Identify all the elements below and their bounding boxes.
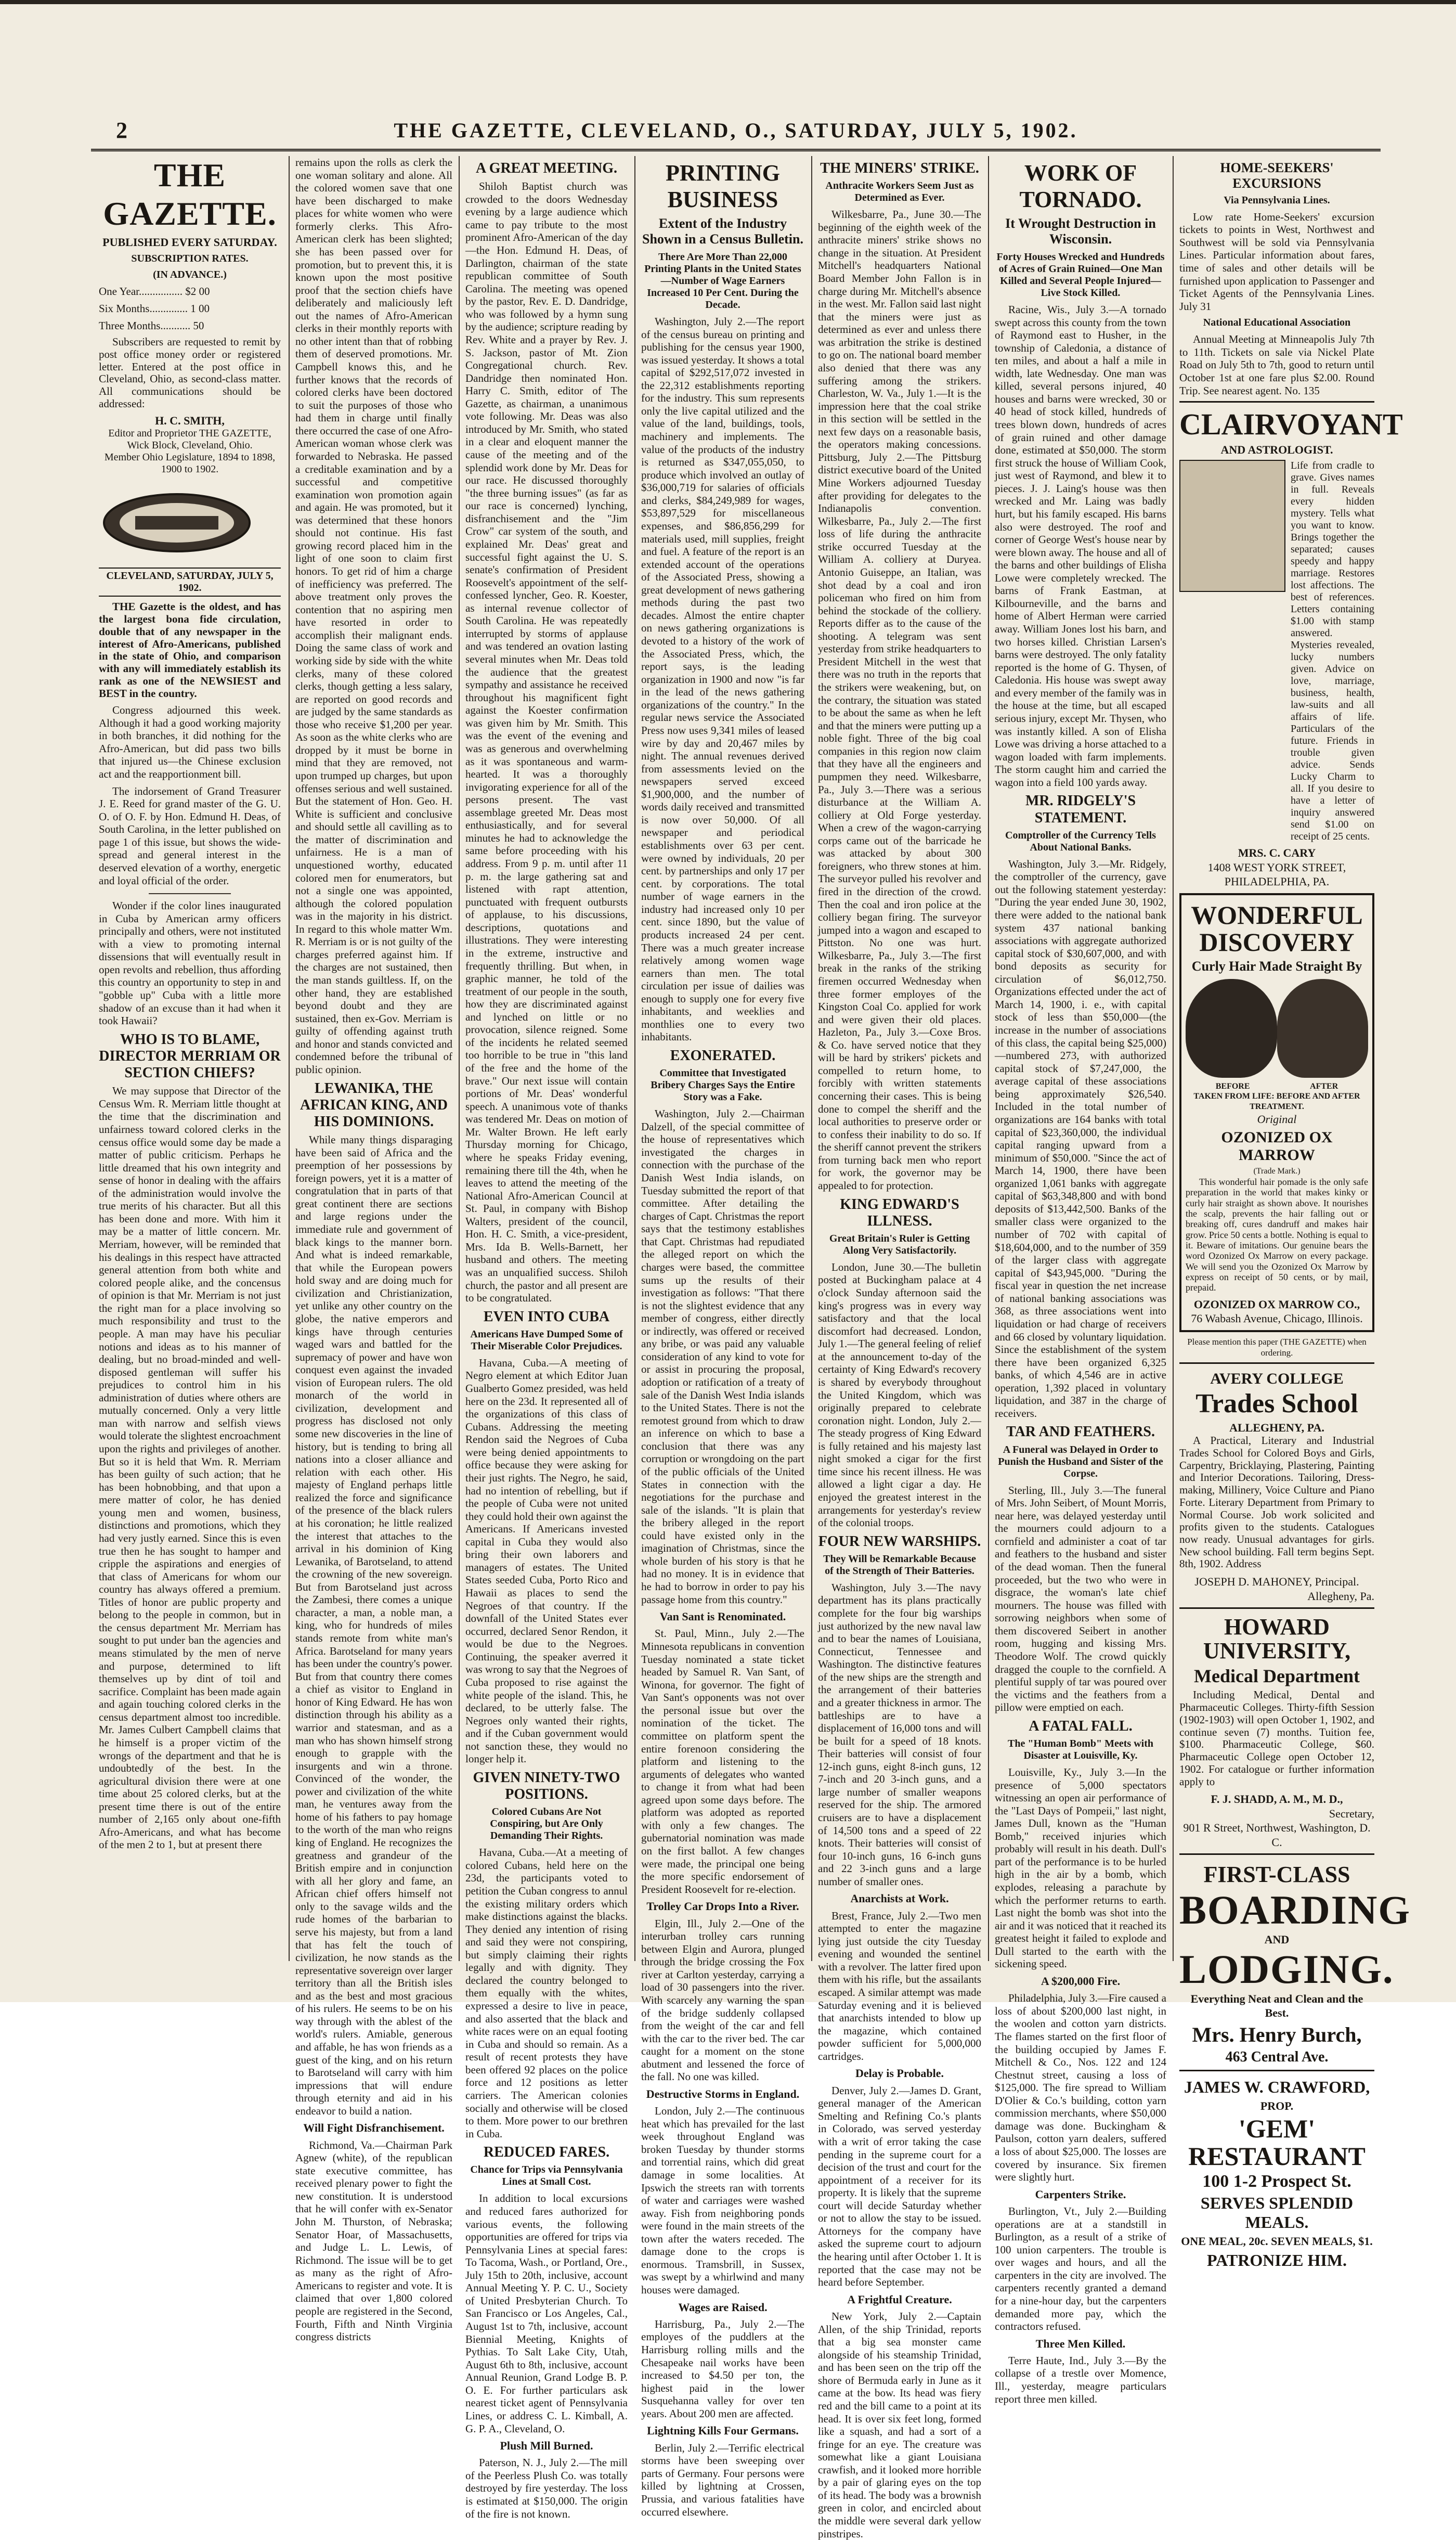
- ad-text: A Practical, Literary and Industrial Trades School for Colored Boys and Girls, Carpentry, Bricklaying, Plastering, Painting and Interior Decorations. Tailoring, Dress-making, Millinery, Voice Culture and Piano Forte. Literary Department from Primary to Normal Course. Job work solicited and profits given to the students. Catalogues now ready. Unusual advantages for girls. New school building. Fall term begins Sept. 8th, 1902. Address: [1179, 1434, 1374, 1570]
- hair-product-ad: [1179, 893, 1374, 1332]
- headline: FOUR NEW WARSHIPS.: [818, 1533, 981, 1550]
- subheadline: Three Men Killed.: [1035, 2337, 1126, 2350]
- before-caption: BEFORE: [1215, 1082, 1250, 1091]
- subheadline: Trolley Car Drops Into a River.: [646, 1900, 799, 1913]
- article-text: London, June 30.—The bulletin posted at Buckingham palace at 4 o'clock Sunday afternoon said the king's progress was in every way satisfactory and that the local discomfort had decreased. London, July 1.—The general feeling of relief at the announcement to-day of the certainty of King Edward's recovery is shared by everybody throughout the United Kingdom, which was originally prepared to celebrate coronation night. London, July 2.—The steady progress of King Edward is fully retained and his majesty last night smoked a cigar for the first time since his recent illness. He was allowed a light cigar a day. He enjoyed the greatest interest in the arrangements for yesterday's review of the colonial troops.: [818, 1260, 981, 1529]
- article-text: Philadelphia, July 3.—Fire caused a loss of about $200,000 last night, in the woolen and cotton yarn districts. The flames started on the first floor of the building occupied by James F. Mitchell & Co., Nos. 122 and 124 Chestnut street, causing a loss of $125,000. The fire spread to William D'Olier & Co.'s building, cotton yarn commission merchants, where $50,000 damage was done. Buckingham & Paulson, cotton yarn dealers, suffered a loss of about $25,000. The losses are covered by insurance. Six firemen were slightly hurt.: [995, 1992, 1166, 2184]
- column-1: [99, 156, 281, 1961]
- editorial-paragraph: The indorsement of Grand Treasurer J. E. Reed for grand master of the G. U. O. of O. F. by Hon. Edmund H. Deas, of South Carolina, in the letter published on page 1 of this issue, but shows the wide-spread and general interest in the deserved elevation of a worthy, energetic and loyal official of the order.: [99, 784, 281, 887]
- ad-name: JAMES W. CRAWFORD,: [1184, 2077, 1370, 2096]
- subheadline: Carpenters Strike.: [1035, 2187, 1126, 2201]
- ad-name: JOSEPH D. MAHONEY, Principal.: [1194, 1575, 1359, 1589]
- ad-address: 76 Wabash Avenue, Chicago, Illinois.: [1191, 1312, 1363, 1325]
- subheadline: The "Human Bomb" Meets with Disaster at Louisville, Ky.: [1008, 1737, 1153, 1761]
- ad-title: WONDERFUL DISCOVERY: [1191, 900, 1363, 957]
- ad-role: Secretary,: [1329, 1807, 1374, 1820]
- avery-college-ad: [1179, 1362, 1374, 1603]
- headline: WHO IS TO BLAME, DIRECTOR MERRIAM OR SECTION CHIEFS?: [99, 1031, 281, 1081]
- before-portrait: [1186, 979, 1277, 1078]
- ad-heading: AVERY COLLEGE: [1210, 1370, 1344, 1388]
- subheadline: They Will be Remarkable Because of the Strength of Their Batteries.: [823, 1553, 976, 1577]
- clairvoyant-ad: [1179, 401, 1403, 889]
- ad-address: 1408 WEST YORK STREET, PHILADELPHIA, PA.: [1207, 860, 1346, 888]
- ad-subtitle: Medical Department: [1194, 1666, 1360, 1687]
- advance-note: (IN ADVANCE.): [153, 269, 227, 281]
- headline: A GREAT MEETING.: [475, 160, 617, 176]
- column-rule: [1173, 156, 1174, 1961]
- subheadline: Via Pennsylvania Lines.: [1224, 194, 1330, 206]
- ad-prices: ONE MEAL, 20c. SEVEN MEALS, $1.: [1181, 2235, 1373, 2248]
- ad-tagline: SERVES SPLENDID MEALS.: [1200, 2194, 1354, 2232]
- rate-line: One Year................ $2 00: [99, 285, 210, 298]
- headline: REDUCED FARES.: [483, 2144, 610, 2161]
- subheadline: A $200,000 Fire.: [1041, 1974, 1121, 1988]
- headline: EXONERATED.: [670, 1048, 776, 1064]
- article-text: Louisville, Ky., July 3.—In the presence of 5,000 spectators witnessing an open air performance of the "Last Days of Pompeii," last night, James Dull, known as the "Human Bomb," received injuries which probably will result in his death. Dull's part of the performance is to be hurled high in the air by a bomb, which explodes, releasing a parachute by which the performer returns to earth. Last night the bomb was shot into the air and it was noticed that it reached its greatest height it failed to explode and Dull started to the earth with the sickening speed.: [995, 1765, 1166, 1970]
- ad-text: Life from cradle to grave. Gives names in full. Reveals every hidden mystery. Tells what you want to know. Brings together the separated; causes speedy and happy marriage. Restores lost affections. The best of references. Letters containing $1.00 with stamp answered. Mysteries revealed, lucky numbers given. Advice on love, marriage, business, health, law-suits and all affairs of life. Particulars of the future. Friends in trouble given advice. Sends Lucky Charm to all. If you desire to have a letter of inquiry answered send $1.00 on receipt of 25 cents.: [1291, 460, 1374, 843]
- gem-restaurant-ad: [1179, 2070, 1374, 2270]
- subheadline: Committee that Investigated Bribery Charges Says the Entire Story was a Fake.: [651, 1067, 795, 1103]
- article-text: Terre Haute, Ind., July 3.—By the collapse of a trestle over Momence, Ill., yesterday, meagre particulars report three men killed.: [995, 2354, 1166, 2405]
- published-line: PUBLISHED EVERY SATURDAY.: [102, 236, 277, 249]
- subheadline: Delay is Probable.: [855, 2067, 944, 2080]
- column-2: [295, 156, 453, 2343]
- editor-title: Editor and Proprietor THE GAZETTE,: [108, 428, 271, 440]
- ad-name: F. J. SHADD, A. M., M. D.,: [1211, 1793, 1343, 1806]
- ad-text: This wonderful hair pomade is the only safe preparation in the world that makes kinky or curly hair straight as shown above. It nourishes the scalp, prevents the hair falling out or breaking off, cures dandruff and makes hair grow. Price 50 cents a bottle. Nothing is equal to it. Beware of imitations. Our genuine bears the word Ozonized Ox Marrow on every package. We will send you the Ozonized Ox Marrow by express on receipt of 50 cents, or by mail, prepaid.: [1186, 1176, 1368, 1293]
- ad-city: Allegheny, Pa.: [1307, 1589, 1374, 1603]
- subheadline: A Funeral was Delayed in Order to Punish the Husband and Sister of the Corpse.: [998, 1443, 1163, 1479]
- subheadline: Great Britain's Ruler is Getting Along Very Satisfactorily.: [829, 1232, 970, 1256]
- headline: EVEN INTO CUBA: [483, 1308, 610, 1325]
- ad-address: 463 Central Ave.: [1225, 2048, 1329, 2065]
- subheadline: Colored Cubans Are Not Conspiring, but Are Only Demanding Their Rights.: [490, 1806, 603, 1842]
- ad-note: Please mention this paper (THE GAZETTE) when ordering.: [1187, 1336, 1367, 1358]
- article-text: Washington, July 2.—The report of the census bureau on printing and publishing for the census year 1900, was issued yesterday. It shows a total capital of $292,517,072 invested in the 22,312 establishments reporting for the industry. This sum represents only the live capital utilized and the value of the land, buildings, tools, machinery and implements. The value of the products of the industry is returned as $347,055,050, to produce which involved an outlay of $36,000,719 for salaries of officials and clerks, $84,249,989 for wages, $53,897,529 for miscellaneous expenses, and $86,856,299 for materials used, mill supplies, freight and fuel. A feature of the report is an extended account of the operations of the Associated Press, showing a great development of news gathering methods during the past two decades. Almost the entire chapter on news gathering organizations is devoted to a history of the work of the Associated Press, which, the report says, is the leading organization in 1900 and now "is far in the lead of the news gathering organizations of the country." In the regular news service the Associated Press now uses 9,341 miles of leased wire by day and 20,467 miles by night. The annual revenues derived from assessments levied on the newspapers served exceed $1,900,000, and the number of words daily received and transmitted is now over 50,000. Of all newspaper and periodical establishments over 63 per cent. were owned by individuals, 20 per cent. by partnerships and only 17 per cent. by corporations. The total number of wage earners in the industry had increased only 10 per cent. since 1890, but the value of products increased 24 per cent. There was a much greater increase relatively among women wage earners than men. The total circulation per issue of dailies was enough to supply one for every five inhabitants, and weeklies and monthlies one to every two inhabitants.: [641, 315, 804, 1043]
- headline: THE MINERS' STRIKE.: [820, 160, 979, 176]
- subheadline: Forty Houses Wrecked and Hundreds of Acres of Grain Ruined—One Man Killed and Several People Injured—Live Stock Killed.: [996, 251, 1165, 299]
- ad-body: [1179, 460, 1374, 843]
- ad-heading: FIRST-CLASS: [1203, 1862, 1350, 1888]
- subheadline: Van Sant is Renominated.: [659, 1610, 786, 1623]
- article-text: Shiloh Baptist church was crowded to the doors Wednesday evening by a large audience which came to pay tribute to the most prominent Afro-American of the day—the Hon. Edmund H. Deas, of Darlington, chairman of the state republican committee of South Carolina. The meeting was opened by the pastor, Rev. E. D. Dandridge, who was followed by a hymn sung by the audience; scripture reading by Rev. White and a prayer by Rev. J. S. Jackson, pastor of Mt. Zion Congregational church. Rev. Dandridge then nominated Hon. Harry C. Smith, editor of The Gazette, as chairman, a unanimous vote following. Mr. Deas was also introduced by Mr. Smith, who stated in a clear and eloquent manner the cause of the meeting and of the splendid work done by Mr. Deas for our race. He discussed thoroughly "the three burning issues" (as far as our race is concerned) lynching, disfranchisement and the "Jim Crow" car system of the south, and explained Mr. Deas' great and successful fight against the U. S. senate's confirmation of President Roosevelt's appointment of the self-confessed lyncher, Geo. R. Koester, as internal revenue collector of South Carolina. He was repeatedly interrupted by storms of applause and was tendered an ovation lasting several minutes when Mr. Deas told the audience that the greatest sympathy and assistance he received throughout his magnificent fight against the Koester confirmation was given him by Mr. Smith. This was the event of the evening and was as generous and overwhelming as it was spontaneous and warm-hearted. It was a thoroughly invigorating experience for all of the persons present. The vast assemblage greeted Mr. Deas most enthusiastically, and for several minutes he had to acknowledge the same before proceeding with his address. From 9 p. m. until after 11 p. m. the large gathering sat and listened with rapt attention, punctuated with frequent outbursts of applause, to his discussions, descriptions, quotations and illustrations. They were interesting in the extreme, instructive and frequently thrilling. But when, in graphic manner, he told of the treatment of our people in the south, how they are discriminated against and lynched on little or no provocation, silence reigned. Some of the incidents he related seemed too horrible to be true in "this land of the free and the home of the brave." Our next issue will contain portions of Mr. Deas' wonderful speech. A unanimous vote of thanks was tendered Mr. Deas on motion of Mr. Walter Brown. He left early Thursday morning for Chicago, where he speaks Friday evening, remaining there till the 4th, when he leaves to attend the meeting of the National Afro-American Council at St. Paul, in company with Bishop Walters, president of the council, Hon. H. C. Smith, a vice-president, Mrs. Ida B. Wells-Barnett, her husband and others. The meeting was an unqualified success. Shiloh church, the pastor and all present are to be congratulated.: [465, 180, 628, 1305]
- column-6: [995, 156, 1166, 2405]
- after-caption: AFTER: [1310, 1082, 1338, 1091]
- column-rule: [811, 156, 812, 1961]
- article-text: Washington, July 3.—Mr. Ridgely, the comptroller of the currency, gave out the following statement yesterday: "During the year ended June 30, 1902, there were added to the national bank system 437 national banking associations with aggregate authorized capital stock of $30,607,000, and with bond deposits as security for circulation of $6,012,750. Organizations effected under the act of March 14, 1900, i. e., with capital stock of less than $50,000—(the increase in the number of associations of this class, the capital being $25,000)—numbered 273, with authorized capital stock of $7,247,000, the average capital of these associations being approximately $26,540. Included in the total number of organizations are 164 banks with total capital of $23,360,000, the individual capital ranging upward from a minimum of $50,000. "Since the act of March 14, 1900, there have been organized 1,061 banks with aggregate capital of $63,348,800 and with bond deposits of $13,442,500. Banks of the smaller class were organized to the number of 702 with capital of $18,604,000, and to the number of 359 of the larger class with aggregate capital of $43,945,000. "During the fiscal year in question the net increase of national banking associations was 368, as three associations went into liquidation or had charge of receivers and 66 closed by voluntary liquidation. Since the establishment of the system there have been organized 6,325 banks, of which 4,546 are in active operation, 1,392 placed in voluntary liquidation, and 387 in the charge of receivers.: [995, 857, 1166, 1420]
- ad-tagline: PATRONIZE HIM.: [1206, 2250, 1347, 2270]
- subscription-heading: SUBSCRIPTION RATES.: [131, 253, 249, 265]
- ad-name: Mrs. Henry Burch,: [1192, 2022, 1362, 2046]
- article-text: Washington, July 2.—Chairman Dalzell, of the special committee of the house of representatives which investigated the charges in connection with the purchase of the Danish West India islands, on Tuesday submitted the report of that committee. After detailing the charges of Capt. Christmas the report says that the testimony establishes that Capt. Christmas had repudiated the alleged report on which the charges were based, the committee sums up the results of their investigation as follows: "That there is not the slightest evidence that any member of congress, either directly or indirectly, was offered or received any bribe, or was paid any valuable consideration of any kind to vote for or assist in procuring the proposal, adoption or ratification of a treaty of sale of the Danish West India islands to the United States. There is not the remotest ground from which to draw an inference on which to base a conclusion that there was any corruption or wrongdoing on the part of the public officials of the United States in connection with the negotiations for the purchase and sale of the islands. "It is plain that the bribery alleged in the report could have existed only in the imagination of Christmas, since the whole burden of his story is that he had no money. It is in evidence that he had to borrow in order to pay his passage home from this country.": [641, 1107, 804, 1606]
- column-rule: [289, 156, 290, 1961]
- article-text: In addition to local excursions and reduced fares authorized for various events, the following opportunities are offered for trips via Pennsylvania Lines at special fares: To Tacoma, Wash., or Portland, Ore., July 15th to 20th, inclusive, account Annual Meeting Y. P. C. U., Society of United Presbyterian Church. To San Francisco or Los Angeles, Cal., August 1st to 7th, inclusive, account Biennial Meeting, Knights of Pythias. To Salt Lake City, Utah, August 6th to 8th, inclusive, account Annual Reunion, Grand Lodge B. P. O. E. For further particulars ask nearest ticket agent of Pennsylvania Lines, or address C. L. Kimball, A. G. P. A., Cleveland, O.: [465, 2192, 628, 2435]
- subheadline: There Are More Than 22,000 Printing Plants in the United States—Number of Wage Earners Increased 10 Per Cent. During the Decade.: [644, 251, 801, 311]
- headline: HOME-SEEKERS' EXCURSIONS: [1220, 160, 1334, 191]
- rate-line: Six Months.............. 1 00: [99, 302, 210, 315]
- article-text: Denver, July 2.—James D. Grant, general manager of the American Smelting and Refining Co.'s plants in Colorado, was served yesterday with a writ of error taking the case pending in the supreme court for a decision of the trust and court for the appointment of a receiver for its property. It is likely that the supreme court will decide Saturday whether or not to allow the stay to be issued. Attorneys for the company have asked the supreme court to adjourn the hearing until after October 1. It is reported that the case may not be heard before September.: [818, 2084, 981, 2289]
- howard-university-ad: [1179, 1607, 1374, 1849]
- header-rule: [91, 149, 1381, 151]
- ad-title: BOARDING: [1179, 1887, 1411, 1933]
- before-after-illustration: [1186, 979, 1368, 1078]
- headline: TAR AND FEATHERS.: [1006, 1424, 1155, 1440]
- subheadline: Will Fight Disfranchisement.: [303, 2121, 445, 2135]
- column-rule: [634, 156, 635, 1961]
- circulation-claim: THE Gazette is the oldest, and has the largest bona fide circulation, double that of any newspaper in the interest of Afro-Americans, published in the state of Ohio, and comparison with any will immediately establish its rank as one of the NEWSIEST and BEST in the country.: [99, 600, 281, 700]
- column-5: [818, 156, 981, 2540]
- editorial-paragraph: Congress adjourned this week. Although it had a good working majority in both branches, it did nothing for the Afro-American, but did pass two bills that injured us—the Chinese exclusion act and the reapportionment bill.: [99, 704, 281, 781]
- top-edge-strip: [0, 0, 1456, 4]
- subscription-notice: Subscribers are requested to remit by post office money order or registered letter. Entered at the post office in Cleveland, Ohio, as second-class matter. All communications should be addressed:: [99, 336, 281, 410]
- subheadline: Extent of the Industry Shown in a Census Bulletin.: [642, 216, 803, 247]
- page-title: THE GAZETTE, CLEVELAND, O., SATURDAY, JULY 5, 1902.: [394, 119, 1078, 142]
- article-text: remains upon the rolls as clerk the one woman solitary and alone. All the colored women save that one have been discharged to make places for white women who were formerly clerks. This Afro-American clerk has been slighted; she has been passed over for promotion, but to prevent this, it is known upon the most positive proof that the section chiefs have deliberately and maliciously left out the names of Afro-American clerks in their monthly reports with no other intent than that of robbing them of deserved promotions. Mr. Campbell knows this, and he further knows that the records of colored clerks have been doctored to suit the purposes of those who had them in charge until finally there occurred the case of one Afro-American woman whose clerk was forwarded to Nebraska. He passed a creditable examination and by a successful and competitive examination won promotion again and again. He was promoted, but it was determined that these honors should not continue. His fast growing record placed him in the light of one soon to claim first honors. To get rid of him a charge of inefficiency was preferred. The above treatment only proves the contention that no aspiring men have resorted in order to accomplish their malignant ends. Doing the same class of work and working side by side with the white clerks, many of these colored clerks, though getting a less salary, are reported on good records and are judged by the same standards as those who receive $1,200 per year. As soon as the white clerks who are dropped by it must be borne in mind that they are removed, not upon trumped up charges, but upon offenses serious and well sustained. But the statement of Hon. Geo. H. White is sufficient and conclusive and should settle all cavilling as to the matter of discrimination and unfairness. He is a man of unquestioned worthy, educated colored men for enumerators, but not a single one was appointed, although the colored population was in the majority in his district. In regard to this whole matter Wm. R. Merriam is or is not guilty of the charges preferred against him. If the charges are not sustained, then the man stands guiltless. If, on the other hand, they are established beyond doubt and they are sustained, then ex-Gov. Merriam is guilty of offending against truth and honor and stands convicted and condemned before the tribunal of public opinion.: [295, 156, 453, 1076]
- article-text: While many things disparaging have been said of Africa and the preemption of her possessions by foreign powers, yet it is a matter of congratulation that in parts of that great continent there are sections and large regions under the immediate rule and government of black kings to the manner born. And what is indeed remarkable, that while the European powers hold sway and are doing much for civilization and Christianization, yet unlike any other country on the globe, the native emperors and kings have through centuries waged wars and battled for the supremacy of power and have won conquest even against the invaded vision of European rulers. The old monarch of the world in civilization, development and progress has disclosed not only some new discoveries in the line of history, but is tending to bring all nations into a closer alliance and relation with each other. His majesty of England perhaps little realized the force and significance of the presence of the black rulers at his coronation; he little realized the interest that attaches to the arrival in his dominion of King Lewanika, of Barotseland, to attend the crowning of the new sovereign. But from Barotseland just across the Zambesi, there comes a unique character, a man, a noble man, a king, who for hundreds of miles stands remote from white man's Africa. Barotseland for many years has been under the country's power. But from that country there comes a chief as visitor to England in honor of King Edward. He has won distinction through his ability as a warrior and statesman, and as a man who has shown himself strong enough to grapple with the insurgents and win a throne. Convinced of the wonder, the power and civilization of the white man, he ventures away from the home of his fathers to pay homage to the worth of the man who reigns king of England. He recognizes the greatness and grandeur of the British empire and in conjunction with all her glory and fame, an African chief offers himself not only to the savage wilds and the rude homes of the barbarian to serve his majesty, but from a land that has felt the touch of civilization, he now stands as the representative sovereign over larger territory than all the British isles and as the best and most gracious of his rulers. He seems to be on his way through with the ablest of the world's rulers. Amiable, generous and affable, he has won friends as a guest of the king, and on his return to Barotseland will carry with him impressions that will endure through eternity and aid in his endeavor to build a nation.: [295, 1133, 452, 2117]
- divider: [149, 893, 231, 894]
- article-text: Racine, Wis., July 3.—A tornado swept across this county from the town of Raymond east to Husher, in the township of Caledonia, a distance of ten miles, and about a half a mile in width, late Wednesday. One man was killed, several persons injured, 40 houses and barns were wrecked, 30 or 40 head of stock killed, hundreds of trees blown down, hundreds of acres of grain ruined and other damage done, estimated at $50,000. The storm first struck the house of William Cook, just west of Raymond, and blew it to pieces. J. J. Laing's house was then wrecked and Mr. Laing was badly hurt, but his family escaped. His barns also were destroyed. The roof and corner of George West's house near by were blown away. The house and all of the barns and other buildings of Elisha Lowe were completely wrecked. The barns of Frank Eastman, at Kilbourneville, and the barns and home of Albert Herman were carried away. William Jones lost his barn, and two horses killed. Christian Larsen's barns were destroyed. The only fatality reported is the home of G. Thysen, of Caledonia. His house was swept away and every member of the family was in the house at the time, but all escaped serious injury, except Mr. Thysen, who was instantly killed. A son of Elisha Lowe was driving a horse attached to a wagon loaded with farm implements. The storm caught him and carried the wagon into a field 100 yards away.: [995, 303, 1166, 789]
- ad-subtitle: AND ASTROLOGIST.: [1220, 443, 1333, 456]
- subheadline: Americans Have Dumped Some of Their Miserable Color Prejudices.: [470, 1328, 623, 1352]
- column-3: [465, 156, 628, 2520]
- headline: A FATAL FALL.: [1029, 1718, 1133, 1734]
- headline: GIVEN NINETY-TWO POSITIONS.: [473, 1769, 620, 1803]
- subheadline: Chance for Trips via Pennsylvania Lines at Small Cost.: [470, 2164, 623, 2188]
- subheadline: It Wrought Destruction in Wisconsin.: [1005, 216, 1156, 247]
- subheadline: Comptroller of the Currency Tells About National Banks.: [1005, 829, 1156, 853]
- article-text: Havana, Cuba.—A meeting of Negro element at which Editor Juan Gualberto Gomez presided, was held here on the 23d. It represented all of the organizations of this class of Cubans. Addressing the meeting Rendon said the Negroes of Cuba were being denied appointments to office because they were asking for their just rights. The Negro, he said, had no intention of rebelling, but if the people of Cuba were not united they could hold their own against the Americans. If Americans invested capital in Cuba they would also bring their own laborers and managers of estates. The United States seeded Cuba, Porto Rico and Hawaii as places to send the Negroes of that country. If the downfall of the United States ever occurred, declared Senor Rendon, it would be due to the Negroes. Continuing, the speaker averred it was wrong to say that the Negroes of Cuba proposed to rise against the white people of the island. This, he declared, to be utterly false. The Negroes only wanted their rights, and if the Cuban government would not sanction these, they would no longer help it.: [465, 1356, 628, 1765]
- article-text: Burlington, Vt., July 2.—Building operations are at a standstill in Burlington, as a result of a strike of 100 union carpenters. The trouble is over wages and hours, and all the carpenters in the city are involved. The carpenters recently granted a demand for a nine-hour day, but the carpenters demanded more pay, which the contractors refused.: [995, 2205, 1166, 2333]
- ad-title: CLAIRVOYANT: [1179, 407, 1403, 442]
- ad-title: 'GEM' RESTAURANT: [1188, 2114, 1366, 2171]
- article-text: We may suppose that Director of the Census Wm. R. Merriam little thought at the time that the discrimination and unfairness toward colored clerks in the census office would some day be made a matter of public criticism. Perhaps he little dreamed that his own integrity and sense of honor in dealing with the affairs of the administration would involve the true merits of his character. But all this has been done and more. With him it may be a matter of little concern. Mr. Merriam, however, will be reminded that his dealings in this respect have attracted general attention from both white and colored people alike, and the concensus of opinion is that Mr. Merriam is not just the right man for a place involving so much responsibility and trust to the people. A man may have his peculiar notions and ideas as to his manner of dealing, but no broad-minded and well-disposed gentleman will suffer his prejudices to control him in his administration of duties where others are mutually concerned. Only a very little man with narrow and selfish views would tolerate the slightest encroachment upon the rights and privileges of another. But so it is held that Wm. R. Merriam has been guilty of such action; that he has been hobnobbing, and that upon a mere matter of color, he has denied young men and women, business, distinctions and promotions, which they had very justly earned. Since this is even true then he has sought to hamper and cripple the aspirations and energies of that class of Americans for whom our country has always offered a premium. Titles of honor are public property and belong to the people in common, but in the census department Mr. Merriam has sought to put under ban the agencies and means stimulated by the men of nerve and purpose, determined to lift themselves up by dint of toil and sacrifice. Complaint has been made again and again touching colored clerks in the census department almost too incredible. Mr. James Culbert Campbell claims that he himself is a proper victim of the wrongs of the department and that he is undoubtedly of the best. In the agricultural division there were at one time about 25 colored clerks, but at the present time there is out of the entire number of 2,165 only about one-fifth Afro-Americans, and what has become of the men 2 to 1, but at present there: [99, 1085, 281, 1851]
- notice-text: Low rate Home-Seekers' excursion tickets to points in West, Northwest and Southwest will be sold via Pennsylvania Lines. Particular information about fares, time of sales and other details will be furnished upon application to Passenger and Ticket Agents of the Pennsylvania Lines. July 31: [1179, 210, 1374, 313]
- ad-title: HOWARD UNIVERSITY,: [1203, 1614, 1351, 1664]
- column-rule: [459, 156, 460, 1961]
- article-text: Washington, July 3.—The navy department has its plans practically complete for the four big warships just authorized by the new naval law and to bear the names of Louisiana, Connecticut, Tennessee and Washington. The distinctive features of the new ships are the strength and the arrangement of their batteries and a greater thickness in armor. The battleships are to have a displacement of 16,000 tons and will be built for a speed of 18 knots. Their batteries will consist of four 12-inch guns, eight 8-inch guns, 12 7-inch and 20 3-inch guns, and a large number of smaller weapons reserved for the ship. The armored cruisers are to have a displacement of 14,500 tons and a speed of 22 knots. Their batteries will consist of four 10-inch guns, 16 6-inch guns and 22 3-inch guns and a large number of smaller ones.: [818, 1581, 981, 1888]
- subheadline: Plush Mill Burned.: [500, 2439, 593, 2453]
- article-text: Paterson, N. J., July 2.—The mill of the Peerless Plush Co. was totally destroyed by fire yesterday. The loss is estimated at $150,000. The origin of the fire is not known.: [465, 2456, 628, 2520]
- headline: PRINTING BUSINESS: [665, 160, 781, 212]
- article-text: Sterling, Ill., July 3.—The funeral of Mrs. John Seibert, of Mount Morris, near here, was delayed yesterday until the mourners could adjourn to a cornfield and administer a coat of tar and feathers to the husband and sister of the dead woman. Then the funeral proceeded, but the two who were in disgrace, the woman's late chief mourners. The house was filled with sorrowing neighbors when some of them discovered Seibert in another room, hugging and kissing Mrs. Theodore Wolf. The crowd quickly dragged the couple to the cornfield. A plentiful supply of tar was poured over the victims and the feathers from a pillow were emptied on each.: [995, 1484, 1166, 1714]
- headline: LEWANIKA, THE AFRICAN KING, AND HIS DOMINIONS.: [300, 1080, 448, 1130]
- headline: WORK OF TORNADO.: [1019, 160, 1142, 212]
- ad-name: MRS. C. CARY: [1238, 846, 1316, 860]
- ad-title: LODGING.: [1179, 1946, 1394, 1992]
- subheadline: Wages are Raised.: [678, 2300, 768, 2314]
- ad-address: 901 R Street, Northwest, Washington, D. C.: [1183, 1821, 1371, 1849]
- notice-text: Annual Meeting at Minneapolis July 7th to 11th. Tickets on sale via Nickel Plate Road on July 5th to 7th, good to return until October 1st at one fare plus $2.00. Round Trip. See nearest agent. No. 135: [1179, 333, 1374, 397]
- article-text: St. Paul, Minn., July 2.—The Minnesota republicans in convention Tuesday nominated a state ticket headed by Samuel R. Van Sant, of Winona, for governor. The fight of Van Sant's opponents was not over the personal issue but over the nomination of the ticket. The committee on platform spent the entire forenoon considering the platform and listening to the arguments of delegates who wanted to change it from what had been agreed upon some days before. The platform was adopted as reported with only a few changes. The gubernatorial nomination was made on the first ballot. A few changes were made, the principal one being the more specific endorsement of President Roosevelt for re-election.: [641, 1627, 804, 1896]
- column-4: [641, 156, 804, 2518]
- paper-name: THE GAZETTE.: [103, 157, 277, 232]
- clairvoyant-portrait: [1179, 460, 1285, 592]
- union-label-emblem: [99, 484, 255, 562]
- ad-caption: Original: [1257, 1113, 1297, 1126]
- trademark-note: (Trade Mark.): [1253, 1166, 1301, 1176]
- column-rule: [988, 156, 989, 1961]
- article-text: Wilkesbarre, Pa., June 30.—The beginning of the eighth week of the anthracite miners' strike shows no change in the situation. At President Mitchell's headquarters National Board Member John Fallon is in charge during Mr. Mitchell's absence in the west. Mr. Fallon said last night that the miners were just as determined as ever and unless there was arbitration the strike is destined to go on. The national board member also denied that there was any suffering among the strikers. Charleston, W. Va., July 1.—It is the impression here that the coal strike in this section will be settled in the next few days on a reasonable basis, the operators making concessions. Pittsburg, July 2.—The Pittsburg district executive board of the United Mine Workers adjourned Tuesday after providing for delegates to the Indianapolis convention. Wilkesbarre, Pa., July 2.—The first loss of life during the anthracite strike occurred Tuesday at the William A. colliery at Duryea. Antonio Guiseppe, an Italian, was shot dead by a coal and iron policeman who fired on him from behind the stockade of the colliery. Reports differ as to the cause of the shooting. A telegram was sent yesterday from strike headquarters to President Mitchell in the west that there was no truth in the reports that the strikers were weakening, but, on the contrary, the situation was stated to be about the same as when he left and that the miners were putting up a noble fight. Three of the big coal companies in this region now claim that they have all the engineers and pumpmen they need. Wilkesbarre, Pa., July 3.—There was a serious disturbance at the William A. colliery at Old Forge yesterday. When a crew of the wagon-carrying corps came out of the barricade he was attacked by about 300 foreigners, who threw stones at him. The surveyor pulled his revolver and fired in the direction of the crowd. Then the coal and iron police at the colliery began firing. The surveyor jumped into a wagon and escaped to Pittston. No one was hurt. Wilkesbarre, Pa., July 3.—The first break in the ranks of the striking firemen occurred Wednesday when three former employes of the Kingston Coal Co. applied for work and were given their old places. Hazleton, Pa., July 3.—Coxe Bros. & Co. have served notice that they will be hard by strikers' pickets and compelled to return home, to forcibly with written statements concerning their cases. This is being done to compel the sheriff and the local authorities to preserve order or to confess their inability to do so. If the sheriff cannot prevent the strikers from turning back men who report for work, the governor may be appealed to for protection.: [818, 208, 981, 1192]
- subheadline: Lightning Kills Four Germans.: [647, 2424, 799, 2438]
- ad-subtitle: Curly Hair Made Straight By: [1191, 958, 1362, 974]
- subheadline: Anarchists at Work.: [850, 1892, 949, 1905]
- editorial-paragraph: Wonder if the color lines inaugurated in Cuba by American army officers principally and others, were not instituted with a view to promoting internal dissensions that will eventually result in open revolts and rebellion, thus affording this country an opportunity to step in and "gobble up" Cuba with a little more shadow of an excuse than it had when it took Hawaii?: [99, 899, 281, 1027]
- article-text: Richmond, Va.—Chairman Park Agnew (white), of the republican state executive committee, has received plenary power to fight the new constitution. It is understood that he will confer with ex-Senator John M. Thurston, of Nebraska; Senator Hoar, of Massachusetts, and Judge L. L. Lewis, of Richmond. The issue will be to get as many as the right of Afro-Americans to register and vote. It is claimed that over 1,800 colored people are registered in the Second, Fourth, Fifth and Ninth Virginia congress districts: [295, 2138, 452, 2343]
- ad-company: OZONIZED OX MARROW CO.,: [1193, 1297, 1360, 1311]
- product-name: OZONIZED OX MARROW: [1221, 1128, 1333, 1164]
- office-address: Wick Block, Cleveland, Ohio.: [127, 440, 253, 452]
- subheadline: National Educational Association: [1203, 317, 1351, 329]
- page-number: 2: [116, 118, 127, 143]
- headline: MR. RIDGELY'S STATEMENT.: [1025, 793, 1136, 826]
- ad-subtitle: Everything Neat and Clean and the Best.: [1190, 1992, 1363, 2020]
- ad-place: ALLEGHENY, PA.: [1229, 1421, 1324, 1434]
- after-portrait: [1277, 979, 1369, 1078]
- ad-text: Including Medical, Dental and Pharmaceutic Colleges. Thirty-fifth Session (1902-1903) will open October 1, 1902, and continue seven (7) months. Tuition fee, $100. Pharmaceutic College, $60. Pharmaceutic College open October 12, 1902. For catalogue or further information apply to: [1179, 1688, 1374, 1788]
- article-text: London, July 2.—The continuous heat which has prevailed for the last week throughout England was broken Tuesday by thunder storms and torrential rains, which did great damage in some localities. At Ipswich the streets ran with torrents of water and carriages were washed away. Fish from neighboring ponds were found in the main streets of the town after the waters receded. The damage done to the crops is enormous. Tramsbrill, in Sussex, was swept by a whirlwind and many houses were damaged.: [641, 2105, 804, 2297]
- portrait-captions: [1186, 1082, 1368, 1091]
- dateline: CLEVELAND, SATURDAY, JULY 5, 1902.: [99, 568, 281, 597]
- subheadline: A Frightful Creature.: [847, 2292, 952, 2306]
- rate-line: Three Months........... 50: [99, 319, 204, 332]
- article-text: Berlin, July 2.—Terrific electrical storms have been sweeping over parts of Germany. Four persons were killed by lightning at Crossen, Prussia, and various fatalities have occurred elsewhere.: [641, 2441, 804, 2518]
- article-text: Brest, France, July 2.—Two men attempted to enter the magazine lying just outside the city Tuesday evening and wounded the sentinel with a revolver. The latter fired upon them with his rifle, but the assailants escaped. A similar attempt was made Saturday evening and it is believed that anarchists intended to blow up the magazine, which contained powder sufficient for 5,000,000 cartridges.: [818, 1909, 981, 2062]
- ad-title: Trades School: [1195, 1389, 1358, 1419]
- article-text: Harrisburg, Pa., July 2.—The employes of the puddlers at the Harrisburg rolling mills and the Chesapeake nail works have been increased to $4.50 per ton, the highest paid in the lower Susquehanna valley for over ten years. About 200 men are affected.: [641, 2317, 804, 2420]
- article-text: Havana, Cuba.—At a meeting of colored Cubans, held here on the 23d, the participants voted to petition the Cuban congress to annul the existing military orders which make distinctions against the blacks. They denied any intention of rising and said they were not conspiring, but simply claiming their rights legally and with dignity. They declared the country belonged to them equally with the whites, expressed a desire to live in peace, and also asserted that the black and white races were on an equal footing in Cuba and should so remain. As a result of recent protests they have been offered 92 places on the police force and 12 positions as letter carriers. The American colonies socially and otherwise will be closed to them. More power to our brethren in Cuba.: [465, 1846, 628, 2140]
- legislature-note: Member Ohio Legislature, 1894 to 1898, 1900 to 1902.: [104, 452, 276, 475]
- article-text: New York, July 2.—Captain Allen, of the ship Trinidad, reports that a big sea monster came alongside of his steamship Trinidad, and has been seen on the trip off the shore of Bermuda early in June as it came at the bow. Its head was fiery red and the bill came to a point at its head. It is over six feet long, formed like a squash, and had a sort of a fringe for an eye. The creature was somewhat like a giant Louisiana crawfish, and it looked more horrible by a pair of glaring eyes on the top of its head. The body was a brownish green in color, and encircled about the middle were several dark yellow pinstripes.: [818, 2310, 981, 2540]
- editor-name: H. C. SMITH,: [155, 414, 225, 428]
- ad-caption: TAKEN FROM LIFE: BEFORE AND AFTER TREATMENT.: [1193, 1092, 1360, 1112]
- page-header: [91, 112, 1381, 143]
- ad-conjunction: AND: [1264, 1933, 1290, 1946]
- ad-role: PROP.: [1260, 2099, 1294, 2112]
- subheadline: Anthracite Workers Seem Just as Determined as Ever.: [825, 180, 974, 204]
- headline: KING EDWARD'S ILLNESS.: [840, 1196, 959, 1229]
- column-7-advertisements: [1179, 156, 1411, 2270]
- article-text: Elgin, Ill., July 2.—One of the interurban trolley cars running between Elgin and Aurora, plunged through the bridge crossing the Fox river at Carlton yesterday, carrying a load of 30 passengers into the river. With scarcely any warning the span of the bridge suddenly collapsed from the weight of the car and fell with the car to the river bed. The car caught for a moment on the stone abutment and lessened the force of the fall. No one was killed.: [641, 1917, 804, 2083]
- boarding-lodging-ad: [1179, 1853, 1411, 2066]
- subheadline: Destructive Storms in England.: [646, 2087, 800, 2100]
- ad-address: 100 1-2 Prospect St.: [1202, 2172, 1351, 2191]
